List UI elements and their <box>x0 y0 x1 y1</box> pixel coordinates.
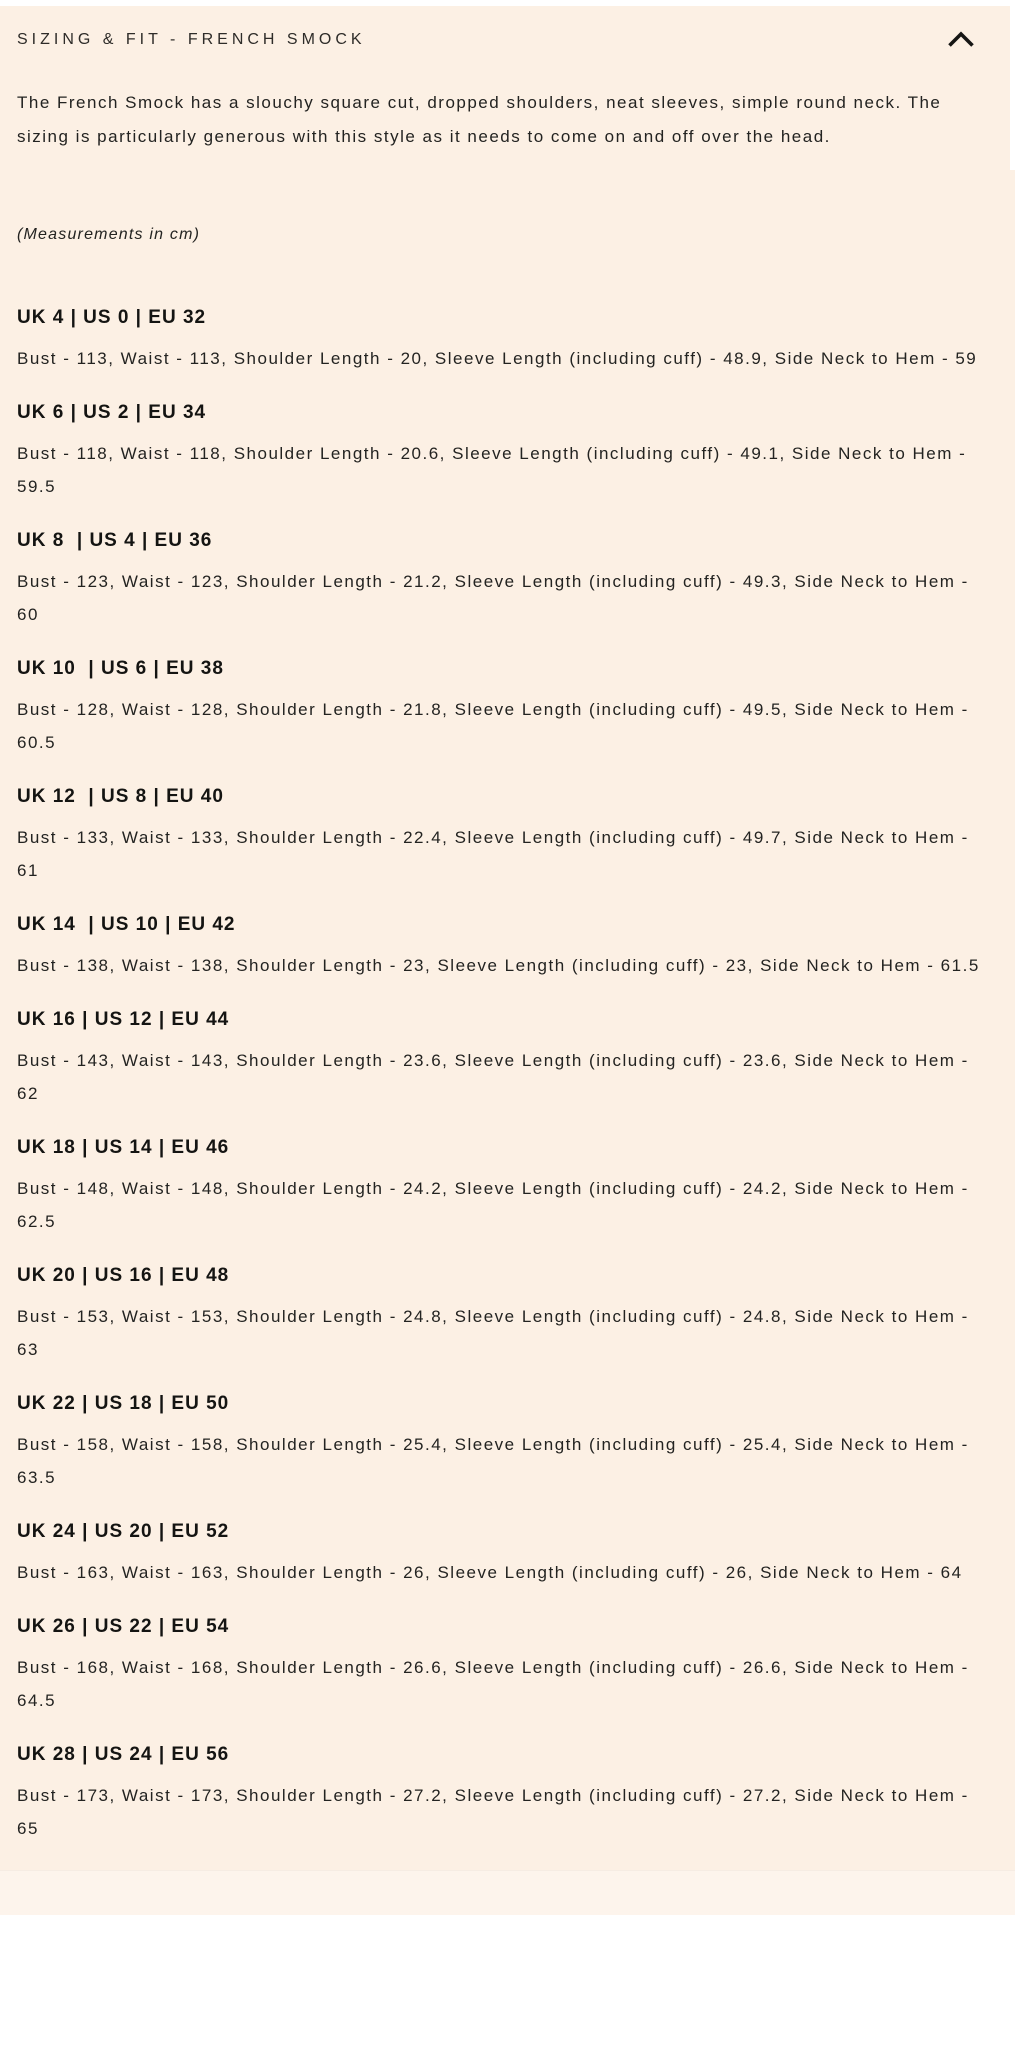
size-block <box>17 1259 990 1366</box>
chevron-up-icon[interactable] <box>947 30 975 48</box>
size-measurements: Bust - 153, Waist - 153, Shoulder Length - 24.8, Sleeve Length (including cuff) - 24.8, Side Neck to Hem - 63 <box>17 1307 969 1359</box>
size-block <box>17 908 990 982</box>
sizing-fit-accordion-panel <box>0 6 1015 1870</box>
size-measurements: Bust - 158, Waist - 158, Shoulder Length - 25.4, Sleeve Length (including cuff) - 25.4, Side Neck to Hem - 63.5 <box>17 1435 969 1487</box>
size-measurements: Bust - 123, Waist - 123, Shoulder Length - 21.2, Sleeve Length (including cuff) - 49.3, Side Neck to Hem - 60 <box>17 572 969 624</box>
scrollbar-sliver <box>1010 0 1015 170</box>
size-label: UK 16 | US 12 | EU 44 <box>17 1009 230 1030</box>
fit-description: The French Smock has a slouchy square cut, dropped shoulders, neat sleeves, simple round neck. The sizing is particularly generous with this style as it needs to come on and off over the head. <box>17 93 942 146</box>
size-measurements: Bust - 138, Waist - 138, Shoulder Length - 23, Sleeve Length (including cuff) - 23, Side Neck to Hem - 61.5 <box>17 956 980 975</box>
size-label: UK 24 | US 20 | EU 52 <box>17 1521 230 1542</box>
size-measurements: Bust - 113, Waist - 113, Shoulder Length - 20, Sleeve Length (including cuff) - 48.9, Side Neck to Hem - 59 <box>17 349 978 368</box>
size-label: UK 20 | US 16 | EU 48 <box>17 1265 230 1286</box>
size-label: UK 6 | US 2 | EU 34 <box>17 402 207 423</box>
size-measurements: Bust - 173, Waist - 173, Shoulder Length - 27.2, Sleeve Length (including cuff) - 27.2, Side Neck to Hem - 65 <box>17 1786 969 1838</box>
size-measurements: Bust - 168, Waist - 168, Shoulder Length - 26.6, Sleeve Length (including cuff) - 26.6, Side Neck to Hem - 64.5 <box>17 1658 969 1710</box>
size-block <box>17 1003 990 1110</box>
size-label: UK 12 | US 8 | EU 40 <box>17 786 224 807</box>
size-block <box>17 780 990 887</box>
size-block <box>17 301 990 375</box>
measurements-units-note: (Measurements in cm) <box>17 226 201 243</box>
sizing-fit-title: SIZING & FIT - FRENCH SMOCK <box>17 31 366 48</box>
size-list <box>17 301 990 1845</box>
sizing-fit-accordion-header[interactable] <box>17 28 990 52</box>
size-measurements: Bust - 148, Waist - 148, Shoulder Length - 24.2, Sleeve Length (including cuff) - 24.2, Side Neck to Hem - 62.5 <box>17 1179 969 1231</box>
size-label: UK 22 | US 18 | EU 50 <box>17 1393 230 1414</box>
size-measurements: Bust - 143, Waist - 143, Shoulder Length - 23.6, Sleeve Length (including cuff) - 23.6, Side Neck to Hem - 62 <box>17 1051 969 1103</box>
size-block <box>17 1738 990 1845</box>
size-measurements: Bust - 118, Waist - 118, Shoulder Length - 20.6, Sleeve Length (including cuff) - 49.1, Side Neck to Hem - 59.5 <box>17 444 967 496</box>
size-label: UK 26 | US 22 | EU 54 <box>17 1616 230 1637</box>
size-label: UK 18 | US 14 | EU 46 <box>17 1137 230 1158</box>
size-block <box>17 1610 990 1717</box>
size-block <box>17 1515 990 1589</box>
next-section-strip <box>0 1870 1015 1915</box>
size-label: UK 14 | US 10 | EU 42 <box>17 914 236 935</box>
size-label: UK 28 | US 24 | EU 56 <box>17 1744 230 1765</box>
size-measurements: Bust - 128, Waist - 128, Shoulder Length - 21.8, Sleeve Length (including cuff) - 49.5, Side Neck to Hem - 60.5 <box>17 700 969 752</box>
size-label: UK 4 | US 0 | EU 32 <box>17 307 207 328</box>
size-block <box>17 396 990 503</box>
size-block <box>17 652 990 759</box>
size-measurements: Bust - 133, Waist - 133, Shoulder Length - 22.4, Sleeve Length (including cuff) - 49.7, Side Neck to Hem - 61 <box>17 828 969 880</box>
size-label: UK 8 | US 4 | EU 36 <box>17 530 213 551</box>
size-label: UK 10 | US 6 | EU 38 <box>17 658 224 679</box>
size-measurements: Bust - 163, Waist - 163, Shoulder Length - 26, Sleeve Length (including cuff) - 26, Side Neck to Hem - 64 <box>17 1563 963 1582</box>
size-block <box>17 524 990 631</box>
size-block <box>17 1131 990 1238</box>
size-block <box>17 1387 990 1494</box>
